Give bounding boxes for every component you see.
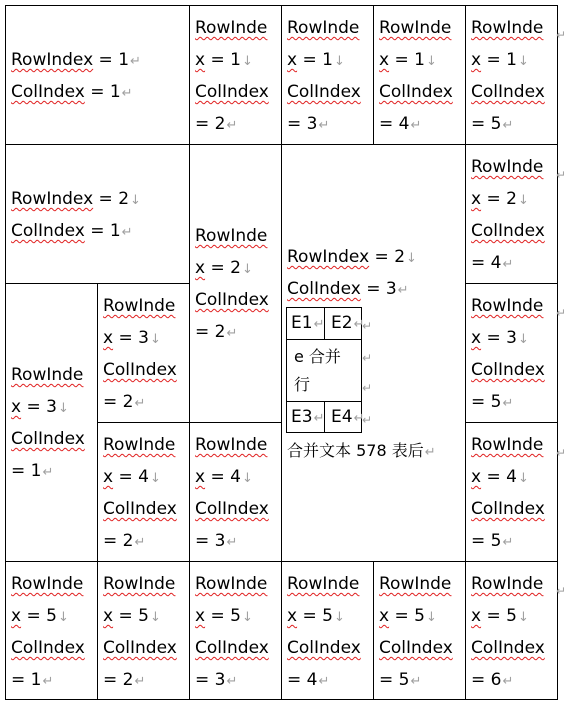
cell-text: = 5 bbox=[297, 606, 333, 626]
paragraph-mark: ↓ bbox=[333, 610, 345, 625]
cell-text: x bbox=[471, 467, 482, 487]
cell-line bbox=[103, 664, 145, 696]
paragraph-mark: ↓ bbox=[57, 610, 69, 625]
cell-text: = 2 bbox=[205, 258, 241, 278]
row-end-mark-2: ↵ bbox=[556, 168, 566, 182]
table-cell[interactable] bbox=[471, 151, 555, 279]
table-cell[interactable] bbox=[471, 429, 555, 557]
paragraph-mark: ↓ bbox=[517, 610, 529, 625]
cell-line bbox=[195, 220, 267, 252]
cell-text: x bbox=[379, 606, 390, 626]
cell-text: ColIndex bbox=[471, 360, 545, 380]
row-end-mark-3: ↵ bbox=[556, 306, 566, 320]
cell-line bbox=[195, 632, 269, 664]
cell-line bbox=[471, 461, 529, 493]
cell-line bbox=[471, 525, 513, 557]
cell-line bbox=[471, 568, 543, 600]
cell-line bbox=[287, 76, 361, 108]
cell-line bbox=[379, 76, 453, 108]
nested-row-mark-1: ↵ bbox=[362, 319, 373, 333]
cell-line bbox=[379, 12, 451, 44]
cell-text: RowInde bbox=[195, 435, 268, 455]
cell-text: ColIndex bbox=[195, 290, 269, 310]
nested-cell-e2[interactable]: E2↵ bbox=[331, 313, 365, 333]
cell-text: x bbox=[195, 50, 206, 70]
cell-line bbox=[103, 429, 175, 461]
cell-line bbox=[471, 76, 545, 108]
table-cell[interactable] bbox=[471, 290, 555, 418]
paragraph-mark: ↵ bbox=[502, 118, 514, 133]
cell-text: RowInde bbox=[195, 574, 268, 594]
paragraph-mark: ↓ bbox=[241, 54, 253, 69]
cell-line bbox=[195, 252, 253, 284]
cell-line bbox=[471, 354, 545, 386]
paragraph-mark: ↵ bbox=[397, 283, 409, 298]
paragraph-mark: ↓ bbox=[149, 332, 161, 347]
cell-line bbox=[287, 108, 329, 140]
cell-text: x bbox=[379, 50, 390, 70]
cell-text: = 2 bbox=[93, 189, 130, 209]
paragraph-mark: ↵ bbox=[226, 674, 238, 689]
paragraph-mark: ↵ bbox=[226, 326, 238, 341]
cell-line bbox=[11, 600, 69, 632]
cell-text: = 3 bbox=[195, 670, 226, 690]
cell-line bbox=[11, 359, 83, 391]
table-cell[interactable] bbox=[471, 568, 555, 696]
cell-text: RowIndex bbox=[287, 247, 370, 267]
paragraph-mark: ↵ bbox=[410, 674, 422, 689]
cell-text: ColIndex bbox=[379, 638, 453, 658]
cell-text: ColIndex bbox=[379, 82, 453, 102]
cell-text: = 5 bbox=[481, 606, 517, 626]
cell-line bbox=[195, 568, 267, 600]
cell-line bbox=[195, 316, 237, 348]
cell-line bbox=[287, 600, 345, 632]
cell-text: x bbox=[103, 606, 114, 626]
cell-line bbox=[471, 290, 543, 322]
row-end-mark-5: ↵ bbox=[556, 584, 566, 598]
paragraph-mark: ↓ bbox=[517, 332, 529, 347]
cell-text: x bbox=[11, 397, 22, 417]
cell-text: = 3 bbox=[287, 114, 318, 134]
cell-line bbox=[103, 632, 177, 664]
cell-text: = 1 bbox=[11, 461, 42, 481]
cell-line bbox=[471, 322, 529, 354]
nested-merged-cell[interactable]: e 合并 行 bbox=[294, 347, 341, 394]
cell-text: ColIndex bbox=[103, 499, 177, 519]
cell-line bbox=[379, 44, 437, 76]
cell-text: = 1 bbox=[389, 50, 425, 70]
row-end-mark-4: ↵ bbox=[556, 446, 566, 460]
cell-line bbox=[103, 290, 175, 322]
cell-line bbox=[471, 493, 545, 525]
cell-text: ColIndex bbox=[471, 82, 545, 102]
cell-line bbox=[287, 12, 359, 44]
cell-line bbox=[379, 664, 421, 696]
paragraph-mark: ↓ bbox=[517, 471, 529, 486]
cell-text: = 3 bbox=[21, 397, 57, 417]
cell-line bbox=[11, 215, 133, 247]
cell-text: x bbox=[471, 328, 482, 348]
cell-text: = 4 bbox=[205, 467, 241, 487]
paragraph-mark: ↓ bbox=[517, 54, 529, 69]
cell-text: RowInde bbox=[287, 574, 360, 594]
cell-line bbox=[195, 44, 253, 76]
cell-line bbox=[471, 429, 543, 461]
cell-line bbox=[379, 568, 451, 600]
paragraph-mark: ↓ bbox=[425, 610, 437, 625]
cell-line bbox=[11, 44, 141, 76]
cell-text: RowIndex bbox=[11, 50, 94, 70]
paragraph-mark: ↵ bbox=[134, 535, 146, 550]
cell-text: RowInde bbox=[11, 365, 84, 385]
cell-line bbox=[11, 423, 85, 455]
cell-text: ColIndex bbox=[287, 638, 361, 658]
cell-text: x bbox=[287, 50, 298, 70]
cell-line bbox=[195, 76, 269, 108]
cell-line bbox=[287, 273, 409, 305]
cell-line bbox=[471, 44, 529, 76]
cell-line bbox=[379, 632, 453, 664]
nested-row-mark-3: ↵ bbox=[362, 381, 373, 395]
cell-text: ColIndex bbox=[103, 360, 177, 380]
paragraph-mark: ↵ bbox=[42, 465, 54, 480]
table-cell[interactable] bbox=[103, 429, 187, 557]
cell-text: = 2 bbox=[103, 392, 134, 412]
cell-line bbox=[471, 215, 545, 247]
cell-text: = 4 bbox=[471, 253, 502, 273]
cell-line bbox=[11, 391, 69, 423]
cell-text: RowInde bbox=[103, 574, 176, 594]
cell-text: ColIndex bbox=[11, 221, 85, 241]
cell-line bbox=[103, 322, 161, 354]
cell-text: ColIndex bbox=[195, 499, 269, 519]
cell-text: = 2 bbox=[481, 189, 517, 209]
cell-line bbox=[195, 525, 237, 557]
cell-text: = 3 bbox=[360, 279, 397, 299]
cell-line bbox=[195, 461, 253, 493]
paragraph-mark: ↵ bbox=[121, 225, 133, 240]
cell-text: = 1 bbox=[297, 50, 333, 70]
table-cell[interactable] bbox=[471, 12, 555, 140]
paragraph-mark: ↓ bbox=[333, 54, 345, 69]
cell-text: ColIndex bbox=[471, 499, 545, 519]
cell-line bbox=[103, 493, 177, 525]
cell-text: = 5 bbox=[471, 114, 502, 134]
cell-line bbox=[103, 525, 145, 557]
cell-text: = 3 bbox=[481, 328, 517, 348]
cell-line bbox=[195, 12, 267, 44]
paragraph-mark: ↓ bbox=[130, 193, 141, 208]
paragraph-mark: ↵ bbox=[502, 257, 514, 272]
cell-text: RowInde bbox=[471, 296, 544, 316]
cell-line bbox=[195, 284, 269, 316]
paragraph-mark: ↵ bbox=[502, 674, 514, 689]
after-table-text: 合并文本 578 表后↵ bbox=[287, 441, 436, 460]
paragraph-mark: ↵ bbox=[502, 396, 514, 411]
paragraph-mark: ↵ bbox=[121, 86, 133, 101]
paragraph-mark: ↵ bbox=[134, 674, 146, 689]
cell-text: x bbox=[195, 258, 206, 278]
table-cell[interactable] bbox=[287, 12, 371, 140]
cell-line bbox=[471, 386, 513, 418]
paragraph-mark: ↵ bbox=[134, 396, 146, 411]
cell-text: x bbox=[471, 189, 482, 209]
cell-line bbox=[103, 568, 175, 600]
cell-text: RowInde bbox=[103, 296, 176, 316]
cell-line bbox=[195, 429, 267, 461]
cell-line bbox=[103, 354, 177, 386]
cell-text: = 2 bbox=[369, 247, 406, 267]
cell-text: ColIndex bbox=[471, 638, 545, 658]
cell-text: RowInde bbox=[471, 18, 544, 38]
paragraph-mark: ↓ bbox=[241, 262, 253, 277]
cell-text: = 6 bbox=[471, 670, 502, 690]
cell-line bbox=[103, 461, 161, 493]
table-cell[interactable] bbox=[195, 429, 279, 557]
cell-text: = 3 bbox=[113, 328, 149, 348]
cell-text: = 2 bbox=[103, 531, 134, 551]
cell-text: = 5 bbox=[389, 606, 425, 626]
cell-text: ColIndex bbox=[103, 638, 177, 658]
cell-line bbox=[471, 183, 529, 215]
table-cell[interactable] bbox=[379, 568, 463, 696]
table-cell[interactable] bbox=[11, 359, 95, 487]
nested-row-mark-2: ↵ bbox=[362, 351, 373, 365]
paragraph-mark: ↓ bbox=[241, 471, 253, 486]
cell-text: ColIndex bbox=[287, 82, 361, 102]
cell-text: = 1 bbox=[84, 221, 121, 241]
paragraph-mark: ↓ bbox=[241, 610, 253, 625]
cell-line bbox=[471, 600, 529, 632]
cell-line bbox=[195, 600, 253, 632]
cell-text: RowInde bbox=[471, 157, 544, 177]
cell-line bbox=[287, 241, 417, 273]
cell-text: = 5 bbox=[205, 606, 241, 626]
cell-text: ColIndex bbox=[471, 221, 545, 241]
cell-text: = 5 bbox=[113, 606, 149, 626]
cell-line bbox=[195, 493, 269, 525]
cell-line bbox=[11, 455, 53, 487]
cell-line bbox=[195, 664, 237, 696]
nested-cell-e1[interactable]: E1↵ bbox=[291, 313, 325, 333]
cell-line bbox=[11, 632, 85, 664]
cell-text: x bbox=[287, 606, 298, 626]
paragraph-mark: ↓ bbox=[517, 193, 529, 208]
table-cell[interactable] bbox=[195, 12, 279, 140]
nested-table bbox=[286, 307, 373, 433]
cell-text: = 1 bbox=[11, 670, 42, 690]
cell-text: = 5 bbox=[21, 606, 57, 626]
cell-line bbox=[379, 108, 421, 140]
cell-line bbox=[471, 151, 543, 183]
cell-text: = 4 bbox=[113, 467, 149, 487]
cell-text: = 2 bbox=[195, 114, 226, 134]
table-cell[interactable] bbox=[103, 290, 187, 418]
cell-text: = 3 bbox=[195, 531, 226, 551]
paragraph-mark: ↵ bbox=[502, 535, 514, 550]
paragraph-mark: ↵ bbox=[410, 118, 422, 133]
paragraph-mark: ↵ bbox=[42, 674, 54, 689]
cell-text: ColIndex bbox=[11, 429, 85, 449]
paragraph-mark: ↓ bbox=[149, 471, 161, 486]
cell-line bbox=[287, 632, 361, 664]
row-end-mark-1: ↵ bbox=[556, 28, 566, 42]
paragraph-mark: ↵ bbox=[318, 674, 330, 689]
table-cell[interactable] bbox=[11, 183, 187, 247]
cell-text: ColIndex bbox=[195, 82, 269, 102]
cell-line bbox=[195, 108, 237, 140]
paragraph-mark: ↵ bbox=[226, 118, 238, 133]
cell-text: RowInde bbox=[379, 18, 452, 38]
cell-text: x bbox=[103, 467, 114, 487]
cell-line bbox=[287, 664, 329, 696]
cell-line bbox=[379, 600, 437, 632]
cell-line bbox=[471, 108, 513, 140]
paragraph-mark: ↵ bbox=[226, 535, 238, 550]
nested-cell-e4[interactable]: E4↵ bbox=[331, 407, 365, 427]
cell-line bbox=[471, 664, 513, 696]
cell-text: = 5 bbox=[471, 392, 502, 412]
cell-text: ColIndex bbox=[287, 279, 361, 299]
nested-row-mark-4: ↵ bbox=[362, 413, 373, 427]
cell-line bbox=[11, 664, 53, 696]
cell-text: RowInde bbox=[195, 18, 268, 38]
cell-text: = 1 bbox=[93, 50, 130, 70]
cell-text: = 1 bbox=[205, 50, 241, 70]
table-cell[interactable] bbox=[195, 220, 279, 348]
cell-line bbox=[287, 568, 359, 600]
cell-text: = 2 bbox=[195, 322, 226, 342]
cell-line bbox=[11, 568, 83, 600]
table-cell[interactable] bbox=[195, 568, 279, 696]
cell-text: = 1 bbox=[84, 82, 121, 102]
cell-text: = 4 bbox=[379, 114, 410, 134]
cell-text: RowIndex bbox=[11, 189, 94, 209]
cell-text: = 5 bbox=[471, 531, 502, 551]
cell-text: = 5 bbox=[379, 670, 410, 690]
paragraph-mark: ↓ bbox=[425, 54, 437, 69]
paragraph-mark: ↵ bbox=[130, 54, 141, 69]
cell-text: x bbox=[471, 606, 482, 626]
paragraph-mark: ↓ bbox=[149, 610, 161, 625]
cell-text: RowInde bbox=[471, 435, 544, 455]
cell-text: RowInde bbox=[103, 435, 176, 455]
cell-text: RowInde bbox=[287, 18, 360, 38]
table-cell[interactable] bbox=[103, 568, 187, 696]
table-cell[interactable] bbox=[11, 44, 187, 108]
cell-text: = 4 bbox=[287, 670, 318, 690]
cell-text: ColIndex bbox=[195, 638, 269, 658]
cell-text: = 2 bbox=[103, 670, 134, 690]
table-cell[interactable] bbox=[287, 241, 463, 305]
table-cell[interactable] bbox=[379, 12, 463, 140]
cell-text: RowInde bbox=[379, 574, 452, 594]
cell-text: x bbox=[195, 606, 206, 626]
cell-text: RowInde bbox=[471, 574, 544, 594]
cell-line bbox=[471, 247, 513, 279]
paragraph-mark: ↓ bbox=[57, 401, 69, 416]
cell-line bbox=[11, 183, 141, 215]
cell-text: RowInde bbox=[195, 226, 268, 246]
cell-line bbox=[103, 386, 145, 418]
cell-line bbox=[103, 600, 161, 632]
cell-line bbox=[287, 44, 345, 76]
cell-line bbox=[11, 76, 133, 108]
cell-line bbox=[471, 12, 543, 44]
cell-text: x bbox=[11, 606, 22, 626]
cell-text: x bbox=[471, 50, 482, 70]
table-cell[interactable] bbox=[287, 568, 371, 696]
cell-text: RowInde bbox=[11, 574, 84, 594]
cell-text: x bbox=[103, 328, 114, 348]
paragraph-mark: ↵ bbox=[318, 118, 330, 133]
cell-text: = 1 bbox=[481, 50, 517, 70]
cell-line bbox=[471, 632, 545, 664]
cell-text: = 4 bbox=[481, 467, 517, 487]
table-cell[interactable] bbox=[11, 568, 95, 696]
cell-text: ColIndex bbox=[11, 638, 85, 658]
paragraph-mark: ↓ bbox=[406, 251, 417, 266]
cell-text: x bbox=[195, 467, 206, 487]
cell-text: ColIndex bbox=[11, 82, 85, 102]
nested-cell-e3[interactable]: E3↵ bbox=[291, 407, 325, 427]
